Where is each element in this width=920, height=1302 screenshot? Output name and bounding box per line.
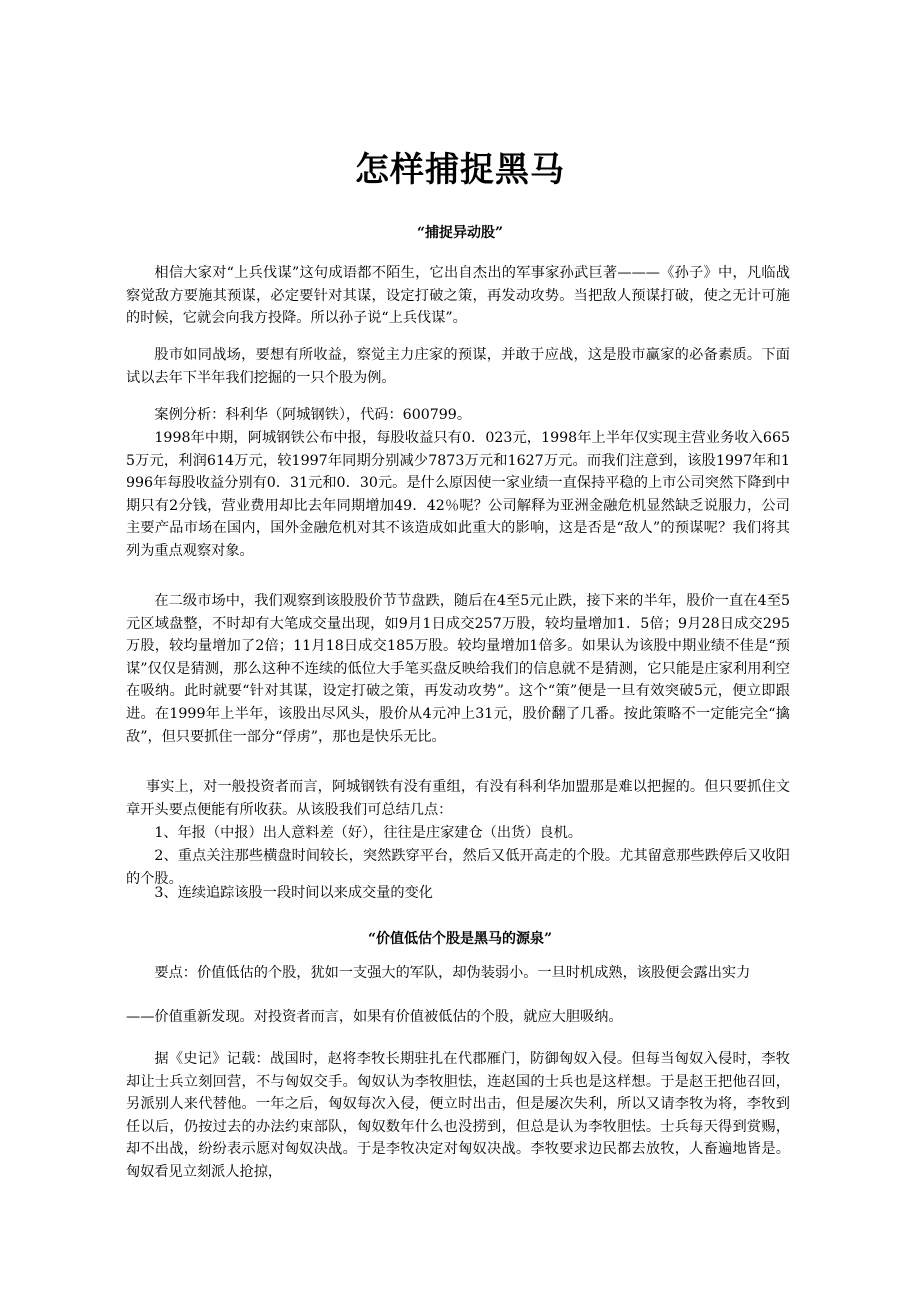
paragraph-secondary-market: 在二级市场中，我们观察到该股股价节节盘跌，随后在4至5元止跌，接下来的半年，股价一直在4至5元区域盘整，不时却有大笔成交量出现，如9月1日成交257万股，较均量增加1．5倍；9月28日成交295万股，较均量增加了2倍；11月18日成交185万股。较均量增加1倍多。如果认为该股中期业绩不佳是“预谋”仅仅是猜测，那么这种不连续的低位大手笔买盘反映给我们的信息就不是猜测，它只能是庄家利用利空在吸纳。此时就要“针对其谋，设定打破之策，再发动攻势”。这个“策”便是一旦有效突破5元，便立即跟进。在1999年上半年，该股出尽风头，股价从4元冲上31元，股价翻了几番。按此策略不一定能完全“擒敌”，但只要抓住一部分“俘虏”，那也是快乐无比。: [126, 593, 790, 745]
list-item-1: 1、年报（中报）出人意料差（好），往往是庄家建仓（出货）良机。: [154, 825, 582, 841]
section-heading-abnormal-stocks: “捕捉异动股”: [416, 225, 504, 241]
paragraph-summary: 事实上，对一般投资者而言，阿城钢铁有没有重组，有没有科利华加盟那是难以把握的。但只要抓住文章开头要点便能有所收获。从该股我们可总结几点：: [126, 779, 790, 818]
paragraph-market-battlefield: 股市如同战场，要想有所收益，察觉主力庄家的预谋，并敢于应战，这是股市赢家的必备素质。下面试以去年下半年我们挖掘的一只个股为例。: [126, 347, 790, 386]
paragraph-case-title: 案例分析：科利华（阿城钢铁），代码：600799。: [154, 407, 472, 423]
section-heading-undervalued: “价值低估个股是黑马的源泉”: [367, 931, 553, 947]
list-item-2: 2、重点关注那些横盘时间较长，突然跌穿平台，然后又低开高走的个股。尤其留意那些跌停后又收阳的个股。: [126, 848, 790, 887]
paragraph-key-point: 要点：价值低估的个股，犹如一支强大的军队，却伪装弱小。一旦时机成熟，该股便会露出实力: [154, 965, 751, 981]
paragraph-shiji-story: 据《史记》记载：战国时，赵将李牧长期驻扎在代郡雁门，防御匈奴入侵。但每当匈奴入侵时，李牧却让士兵立刻回营，不与匈奴交手。匈奴认为李牧胆怯，连赵国的士兵也是这样想。于是赵王把他召回，另派别人来代替他。一年之后，匈奴每次入侵，便立时出击，但是屡次失利，所以又请李牧为将，李牧到任以后，仍按过去的办法约束部队，匈奴数年什么也没捞到，但总是认为李牧胆怯。士兵每天得到赏赐，却不出战，纷纷表示愿对匈奴决战。于是李牧决定对匈奴决战。李牧要求边民都去放牧，人畜遍地皆是。匈奴看见立刻派人抢掠，: [126, 1051, 790, 1180]
paragraph-intro: 相信大家对“上兵伐谋”这句成语都不陌生，它出自杰出的军事家孙武巨著———《孙子》中，凡临战察觉敌方要施其预谋，必定要针对其谋，设定打破之策，再发动攻势。当把敌人预谋打破，使之无计可施的时候，它就会向我方投降。所以孙子说“上兵伐谋”。: [126, 265, 790, 327]
document-title: 怎样捕捉黑马: [355, 150, 565, 190]
paragraph-key-point-cont: ——价值重新发现。对投资者而言，如果有价值被低估的个股，就应大胆吸纳。: [126, 1009, 623, 1025]
paragraph-case-analysis: 1998年中期，阿城钢铁公布中报，每股收益只有0．023元，1998年上半年仅实现主营业务收入6655万元，利润614万元，较1997年同期分别减少7873万元和1627万元。而我们注意到，该股1997年和1996年每股收益分别有0．31元和0．30元。是什么原因使一家业绩一直保持平稳的上市公司突然下降到中期只有2分钱，营业费用却比去年同期增加49．42％呢？公司解释为亚洲金融危机显然缺乏说服力，公司主要产品市场在国内，国外金融危机对其不该造成如此重大的影响，这是否是“敌人”的预谋呢？我们将其列为重点观察对象。: [126, 430, 790, 559]
list-item-3: 3、连续追踪该股一段时间以来成交量的变化: [154, 885, 433, 901]
